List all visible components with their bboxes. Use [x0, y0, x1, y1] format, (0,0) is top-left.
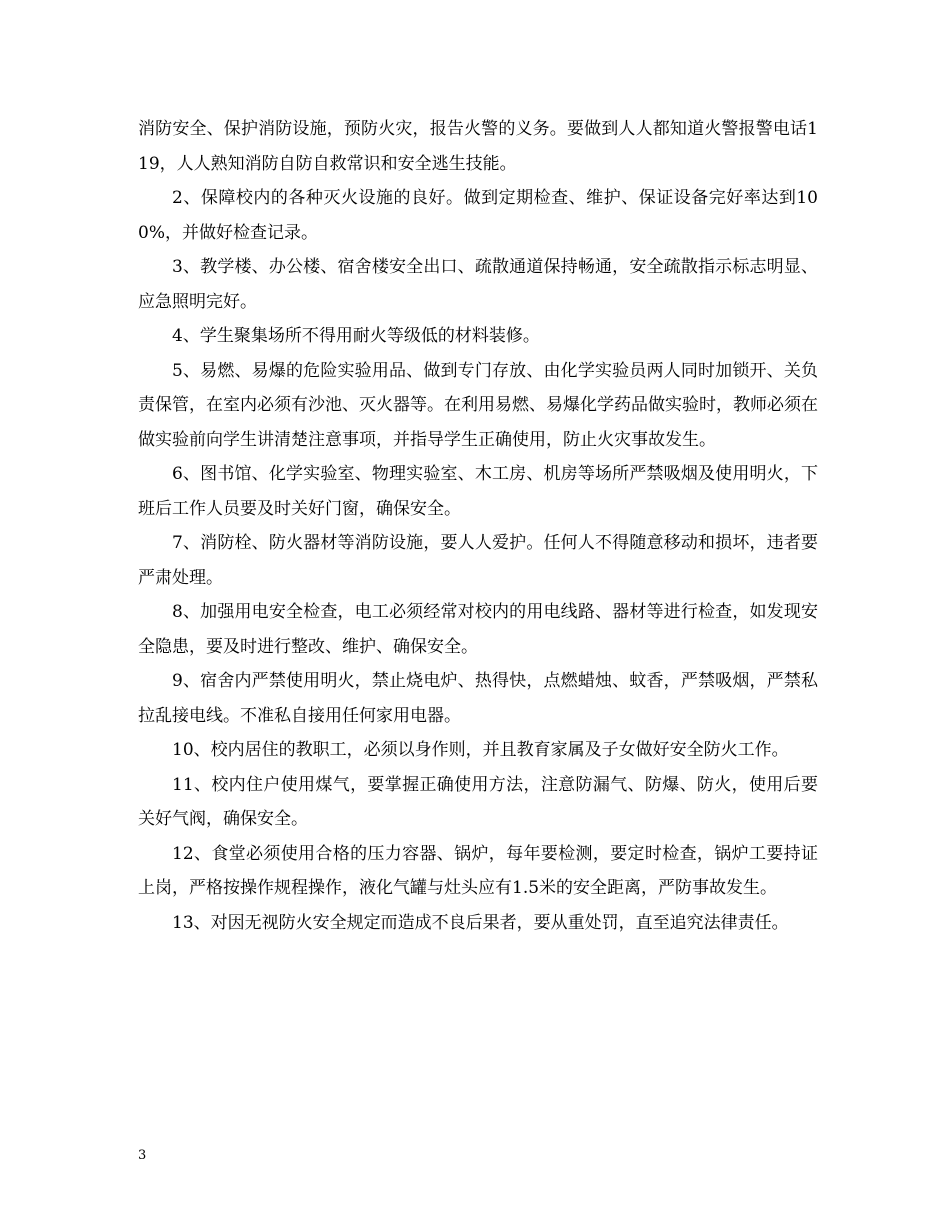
paragraph-continuation: 消防安全、保护消防设施，预防火灾，报告火警的义务。要做到人人都知道火警报警电话119，人人熟知消防自防自救常识和安全逃生技能。	[138, 119, 818, 174]
paragraph-item-8: 8、加强用电安全检查，电工必须经常对校内的用电线路、器材等进行检查，如发现安全隐患，要及时进行整改、维护、确保安全。	[138, 602, 818, 657]
paragraph-item-4: 4、学生聚集场所不得用耐火等级低的材料装修。	[172, 326, 540, 346]
paragraph-item-3: 3、教学楼、办公楼、宿舍楼安全出口、疏散通道保持畅通，安全疏散指示标志明显、应急照明完好。	[138, 257, 818, 312]
paragraph-item-10: 10、校内居住的教职工，必须以身作则，并且教育家属及子女做好安全防火工作。	[172, 740, 789, 760]
paragraph-item-9: 9、宿舍内严禁使用明火，禁止烧电炉、热得快，点燃蜡烛、蚊香，严禁吸烟，严禁私拉乱接电线。不准私自接用任何家用电器。	[138, 671, 818, 726]
paragraph-item-2: 2、保障校内的各种灭火设施的良好。做到定期检查、维护、保证设备完好率达到100%，并做好检查记录。	[138, 188, 818, 243]
paragraph-item-13: 13、对因无视防火安全规定而造成不良后果者，要从重处罚，直至追究法律责任。	[172, 912, 789, 933]
paragraph-item-11: 11、校内住户使用煤气，要掌握正确使用方法，注意防漏气、防爆、防火，使用后要关好气阀，确保安全。	[138, 774, 818, 829]
paragraph-item-7: 7、消防栓、防火器材等消防设施，要人人爱护。任何人不得随意移动和损坏，违者要严肃处理。	[138, 533, 818, 588]
page-number: 3	[138, 1148, 147, 1163]
paragraph-item-5: 5、易燃、易爆的危险实验用品、做到专门存放、由化学实验员两人同时加锁开、关负责保管，在室内必须有沙池、灭火器等。在利用易燃、易爆化学药品做实验时，教师必须在做实验前向学生讲清楚注意事项，并指导学生正确使用，防止火灾事故发生。	[138, 360, 818, 450]
document-body	[138, 112, 818, 940]
paragraph-item-12: 12、食堂必须使用合格的压力容器、锅炉，每年要检测，要定时检查，锅炉工要持证上岗，严格按操作规程操作，液化气罐与灶头应有1.5米的安全距离，严防事故发生。	[138, 843, 818, 898]
paragraph-item-6: 6、图书馆、化学实验室、物理实验室、木工房、机房等场所严禁吸烟及使用明火，下班后工作人员要及时关好门窗，确保安全。	[138, 464, 818, 519]
